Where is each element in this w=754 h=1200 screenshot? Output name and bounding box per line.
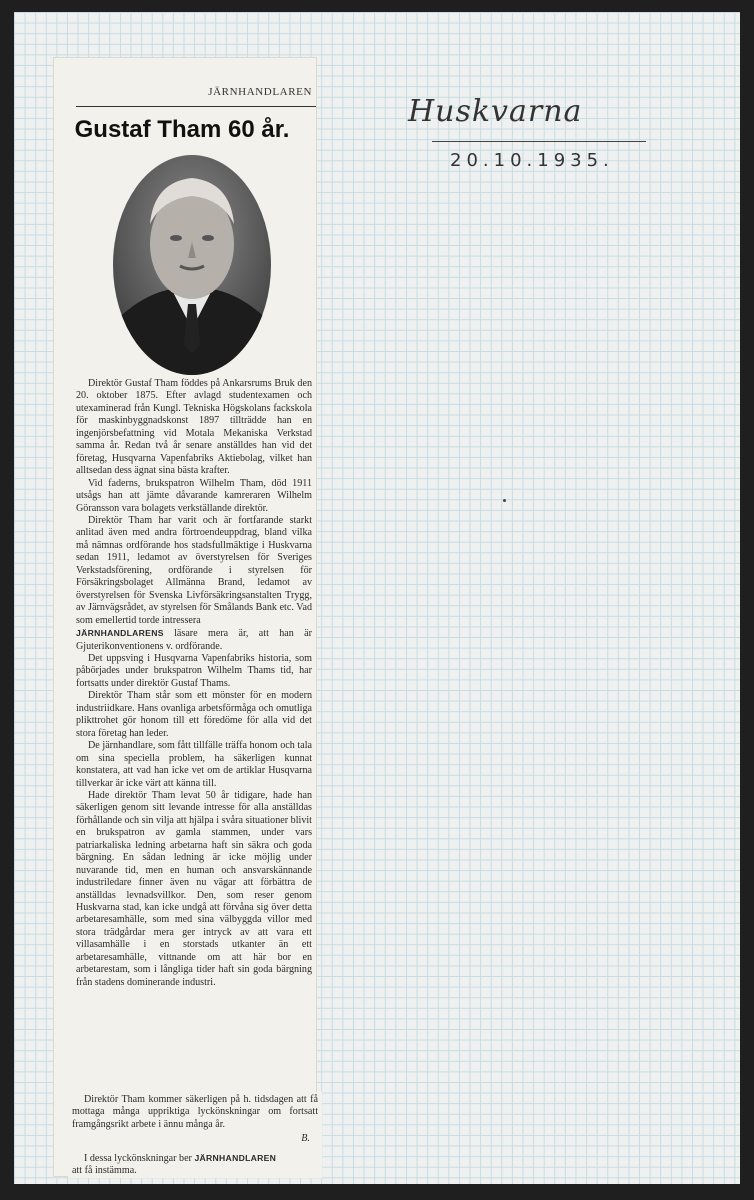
closing-brand: JÄRNHANDLAREN bbox=[194, 1152, 277, 1163]
handwritten-underline bbox=[432, 141, 646, 142]
portrait-photo bbox=[112, 154, 272, 376]
brand-inline: JÄRNHANDLARENS bbox=[76, 628, 164, 639]
paragraph: Direktör Tham har varit och är fortfarande starkt anlitad även med andra förtroendeuppdrag, bland vilka må nämnas ordförande hos stadsfullmäktige i Huskvarna sedan 1911, ledamot av överstyrelsen för Sveriges Verkstadsförening, ordförande i styrelsen för Försäkringsbolaget Allmänna Brand, ledamot av överstyrelsen för Svenska Livförsäkringsanstalten Trygg, av Järnvägsrådet, av styrelsen för Smålands Bank etc. Vad som emellertid torde intressera bbox=[76, 514, 312, 626]
paragraph: De järnhandlare, som fått tillfälle träffa honom och tala om sina speciella problem, ha säkerligen kunnat konstatera, att vad han icke vet om de artiklar Husqvarna tillverkar är icke värt att känna till. bbox=[76, 740, 312, 789]
paragraph: Direktör Gustaf Tham föddes på Ankarsrums Bruk den 20. oktober 1875. Efter avlagd studentexamen och utexaminerad från Kungl. Tekniska Högskolans fackskola för maskinbyggnadskonst 1897 tillträdde han en ingenjörsbefattning vid Motala Mekaniska Verkstad samma år. Redan två år senare anställdes han vid det företag, Husqvarna Vapenfabriks Aktiebolag, vilket han alltsedan dess ägnat sina bästa krafter. bbox=[76, 378, 312, 477]
paragraph-continued: läsare mera är, att han är Gjuterikonventionens v. ordförande. bbox=[76, 628, 312, 652]
handwritten-date: 20.10.1935. bbox=[450, 150, 614, 171]
closing-line bbox=[72, 1152, 318, 1165]
masthead: JÄRNHANDLAREN bbox=[208, 86, 312, 98]
ink-dot bbox=[503, 499, 506, 502]
masthead-rule bbox=[76, 106, 316, 107]
closing-lead: I dessa lyckönskningar ber bbox=[84, 1152, 192, 1164]
paragraph: Det uppsving i Husqvarna Vapenfabriks historia, som påbörjades under brukspatron Wilhelm Thams tid, har fortsatts under direktör Gustaf Thams. bbox=[76, 652, 312, 689]
paragraph: Direktör Tham kommer säkerligen på h. tidsdagen att få mottaga många uppriktiga lyckönskningar om fortsatt framgångsrikt arbete i ännu många år. bbox=[72, 1094, 318, 1130]
paragraph-with-brand bbox=[76, 627, 312, 653]
headline: Gustaf Tham 60 år. bbox=[74, 116, 290, 143]
closing-tail: att få instämma. bbox=[72, 1165, 137, 1177]
article-body bbox=[76, 378, 312, 989]
grid-paper-sheet bbox=[14, 12, 740, 1184]
signature: B. bbox=[301, 1133, 310, 1145]
paragraph: Vid faderns, brukspatron Wilhelm Tham, död 1911 utsågs han att jämte dåvarande kamreraren Wilhelm Göransson vara bolagets verkställande direktör. bbox=[76, 477, 312, 514]
paragraph: Hade direktör Tham levat 50 år tidigare, hade han säkerligen genom sitt levande intresse för alla anställdas förhållande och sin vilja att hjälpa i svåra situationer blivit en brukspatron av gamla stammen, under vars patriarkaliska ledning arbetarna haft sin säkra och goda bärgning. En sådan ledning är icke möjlig under nuvarande tid, men en human och ansvarskännande industriledare finner även nu vägar att förbättra de anställdas levnadsvillkor. Den, som reser genom Huskvarna stad, kan icke undgå att förvåna sig över detta arbetaresamhälle, som med sina välbyggda villor med stora trädgårdar mera ger intryck av att vara ett villasamhälle i en storstads utkanter än ett arbetaresamhälle, vittnande om att här bor en arbetarestam, som i långliga tider haft sin goda bärgning från stadens dominerande industri. bbox=[76, 789, 312, 988]
handwritten-place: Huskvarna bbox=[408, 94, 583, 129]
newspaper-clipping bbox=[54, 58, 316, 1176]
paragraph: Direktör Tham står som ett mönster för en modern industriidkare. Hans ovanliga arbetsförmåga och omutliga plikttrohet gör honom till ett föredöme för alla vid det stora företag han leder. bbox=[76, 690, 312, 739]
clipping-lower-fragment bbox=[68, 1092, 322, 1178]
